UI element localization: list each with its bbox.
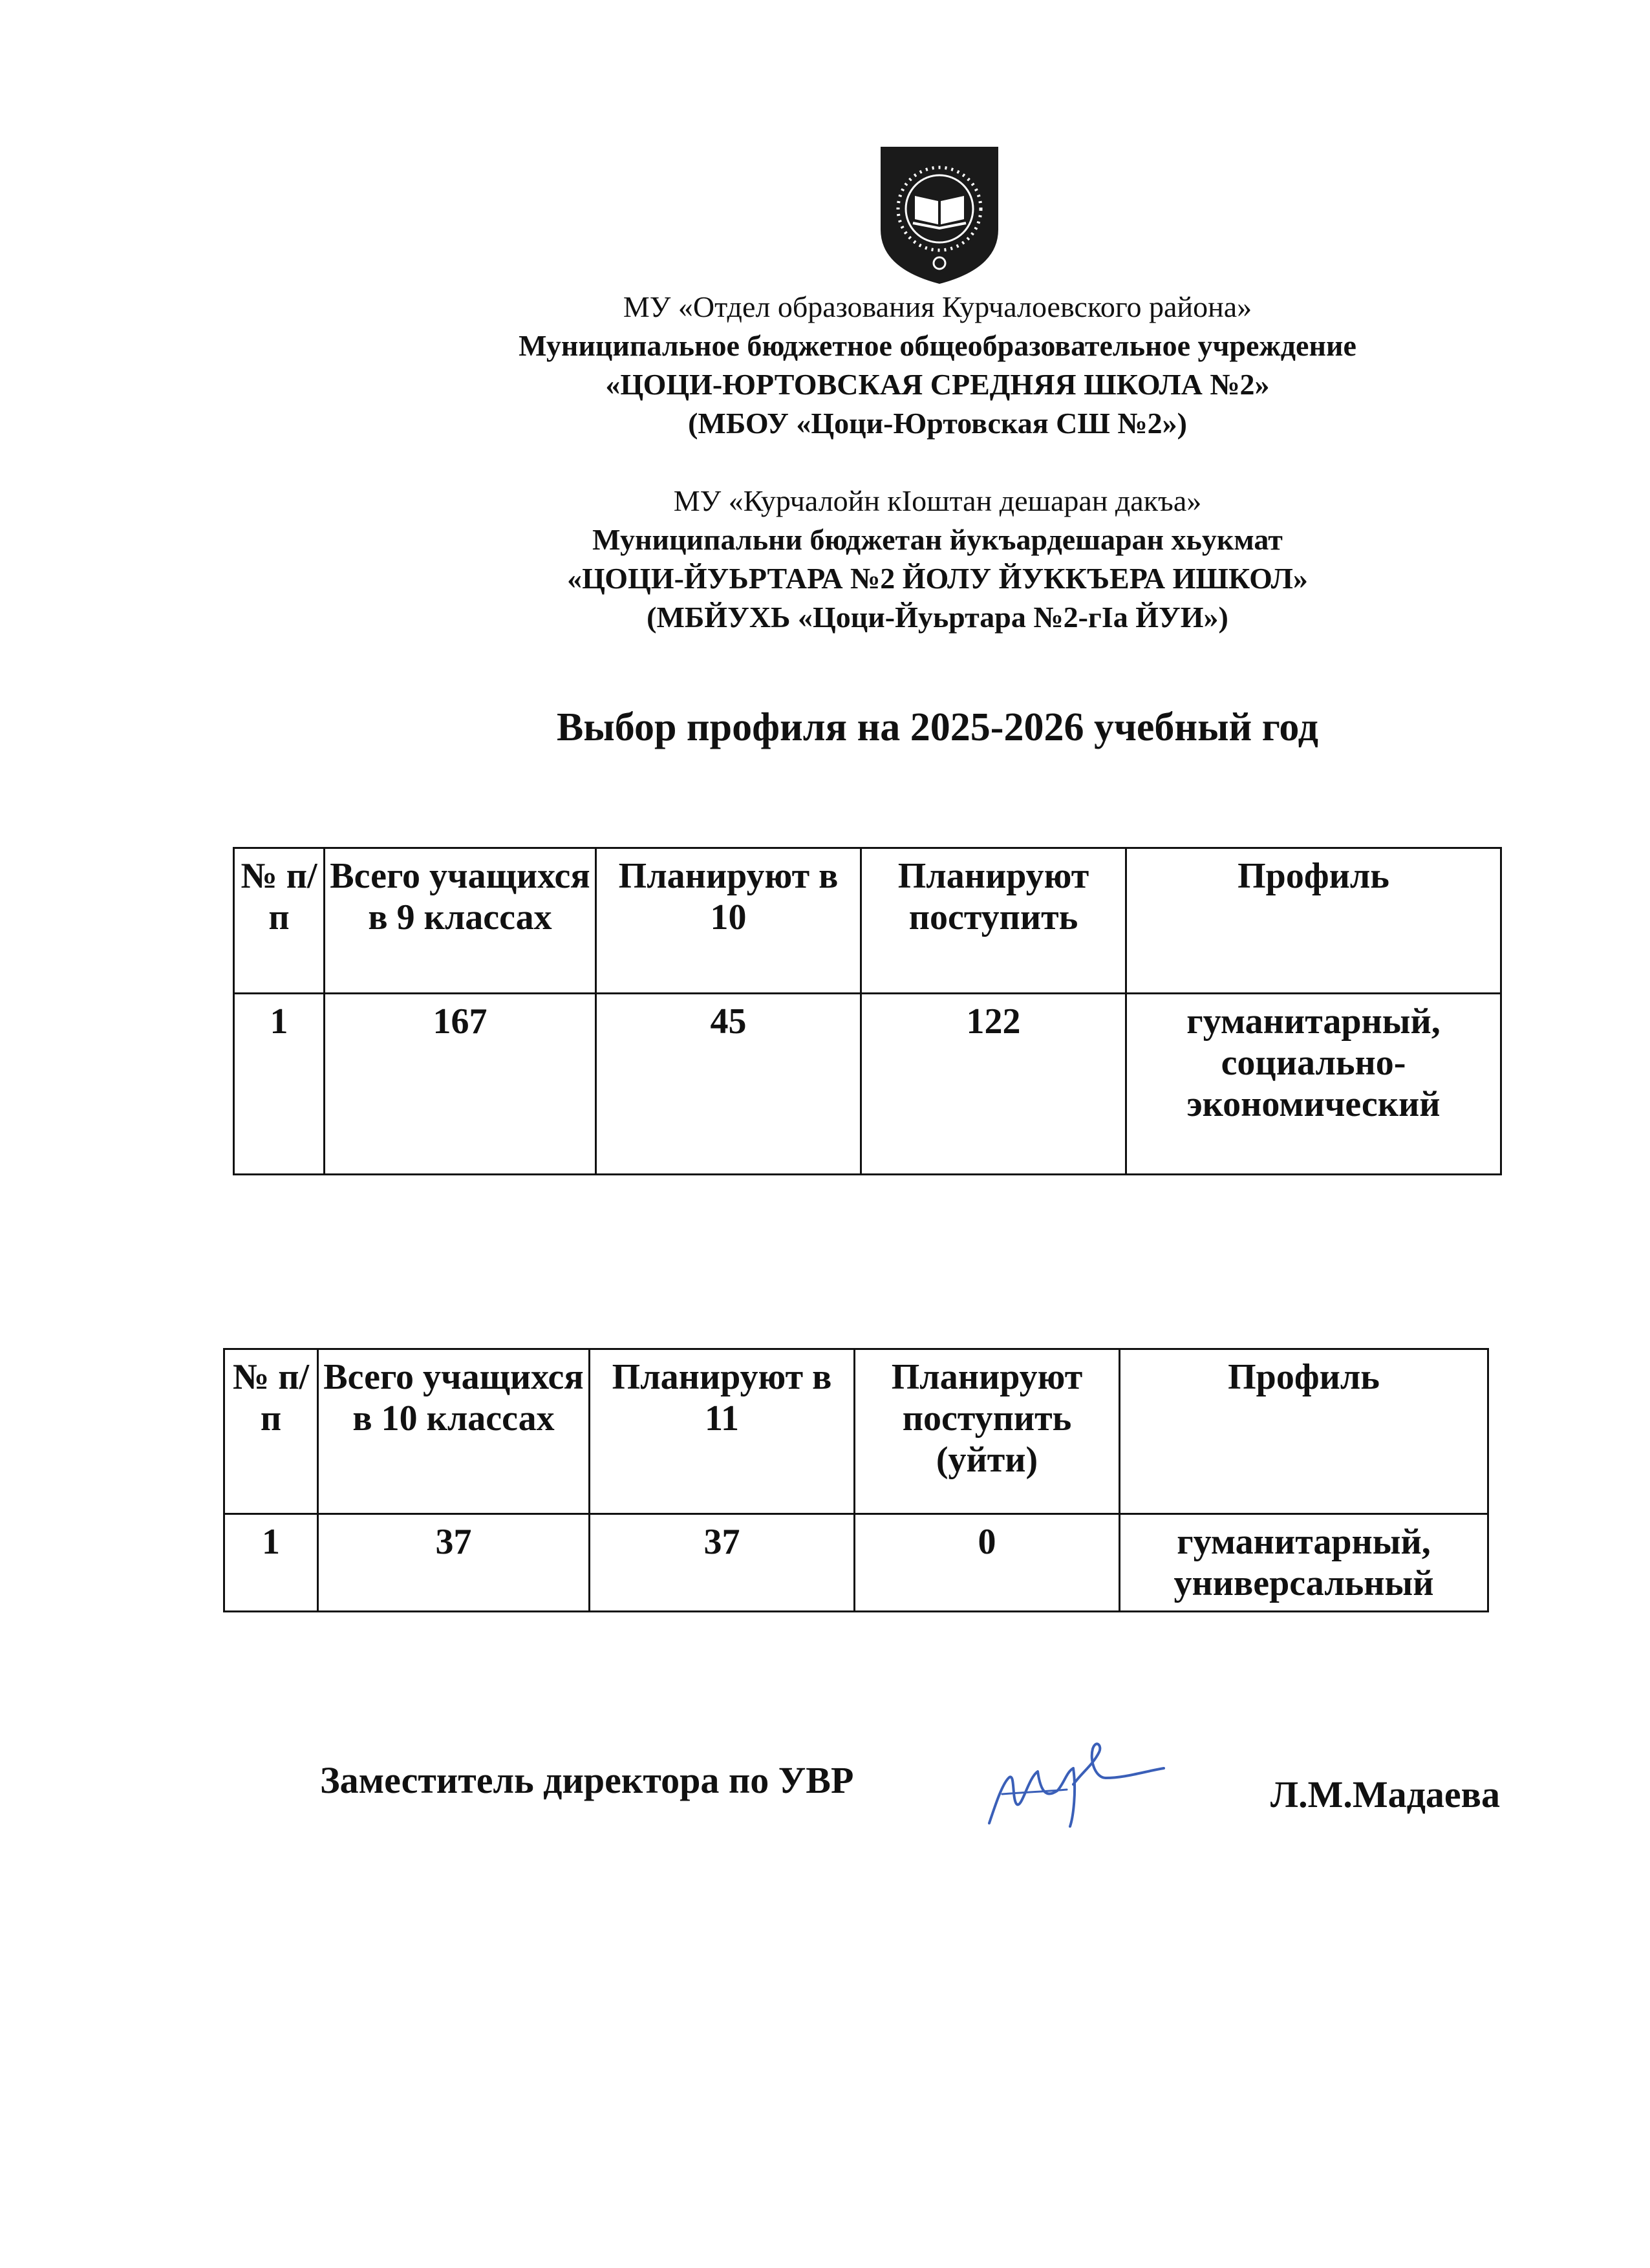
header-ru-line-1: МУ «Отдел образования Курчалоевского района» [623, 290, 1252, 323]
signatory-name: Л.М.Мадаева [1270, 1773, 1500, 1815]
profile-table-grade-9 [233, 847, 1502, 1175]
document-title: Выбор профиля на 2025-2026 учебный год [557, 705, 1318, 749]
table-header-row [234, 848, 1501, 994]
signature-block [310, 1733, 1500, 1836]
cell-profile: гуманитарный, универсальный [1120, 1514, 1488, 1612]
header-cell-number: № п/п [234, 848, 325, 994]
cell-number: 1 [224, 1514, 318, 1612]
header-cell-plan-next-grade: Планируют в 10 [596, 848, 861, 994]
header-cell-profile: Профиль [1120, 1349, 1488, 1514]
signatory-position: Заместитель директора по УВР [320, 1759, 854, 1801]
header-ce-line-1: МУ «Курчалойн кIоштан дешаран дакъа» [673, 484, 1202, 517]
header-cell-number: № п/п [224, 1349, 318, 1514]
cell-plan-enroll: 122 [861, 994, 1126, 1175]
cell-plan-enroll: 0 [855, 1514, 1120, 1612]
header-ce-line-4: (МБЙУХЬ «Цоци-Йуьртара №2-гIа ЙУИ») [647, 601, 1228, 634]
header-cell-profile: Профиль [1126, 848, 1501, 994]
header-ru-line-4: (МБОУ «Цоци-Юртовская СШ №2») [688, 407, 1187, 440]
cell-plan-next-grade: 37 [590, 1514, 855, 1612]
header-cell-plan-next-grade: Планируют в 11 [590, 1349, 855, 1514]
cell-plan-next-grade: 45 [596, 994, 861, 1175]
table-header-row [224, 1349, 1488, 1514]
cell-total-students: 167 [325, 994, 596, 1175]
header-cell-total-students: Всего учащихся в 10 классах [318, 1349, 590, 1514]
header-cell-total-students: Всего учащихся в 9 классах [325, 848, 596, 994]
header-ce-line-3: «ЦОЦИ-ЙУЬРТАРА №2 ЙОЛУ ЙУККЪЕРА ИШКОЛ» [567, 562, 1308, 595]
header-cell-plan-enroll: Планируют поступить (уйти) [855, 1349, 1120, 1514]
header-ce-line-2: Муниципальни бюджетан йукъардешаран хьукмат [592, 523, 1283, 556]
header-ru [453, 288, 1422, 443]
table-row [224, 1514, 1488, 1612]
header-ce [453, 482, 1422, 637]
header-cell-plan-enroll: Планируют поступить [861, 848, 1126, 994]
header-ru-line-2: Муниципальное бюджетное общеобразовательное учреждение [519, 329, 1356, 362]
profile-table-grade-10 [223, 1348, 1489, 1612]
table-row [234, 994, 1501, 1175]
cell-profile: гуманитарный, социально-экономический [1126, 994, 1501, 1175]
cell-number: 1 [234, 994, 325, 1175]
cell-total-students: 37 [318, 1514, 590, 1612]
handwritten-signature-icon [976, 1733, 1170, 1830]
school-emblem-icon [879, 145, 1000, 285]
header-ru-line-3: «ЦОЦИ-ЮРТОВСКАЯ СРЕДНЯЯ ШКОЛА №2» [605, 368, 1270, 401]
